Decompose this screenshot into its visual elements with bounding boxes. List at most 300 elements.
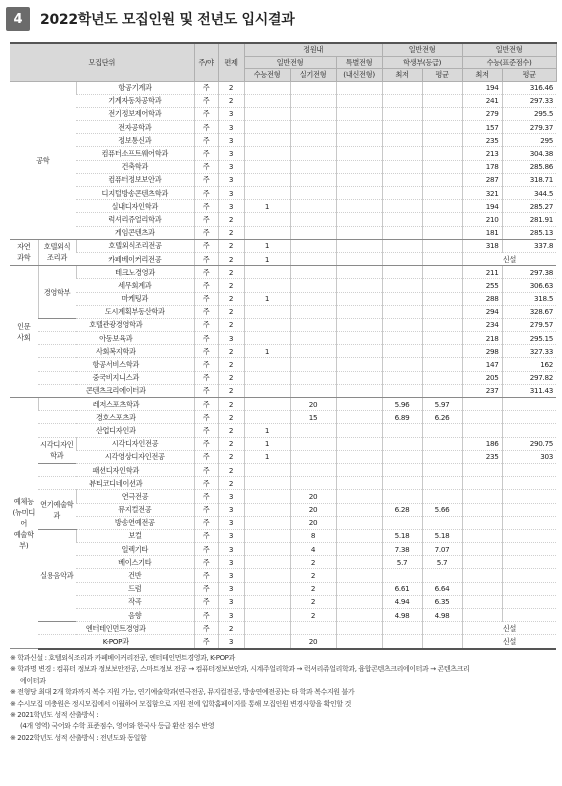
naesin-count: [336, 635, 382, 649]
grade-avg: [422, 279, 462, 292]
practical-count: 8: [290, 529, 336, 542]
header-special: 특별전형: [336, 56, 382, 69]
header-grade-min: 최저: [382, 69, 422, 82]
practical-count: [290, 107, 336, 120]
group-label: [38, 529, 76, 621]
dept-name: 중국비지니스과: [38, 371, 194, 384]
header-quota: 편제: [218, 43, 244, 81]
naesin-count: [336, 490, 382, 503]
day-night: 주: [194, 543, 218, 556]
grade-min: [382, 213, 422, 226]
dept-name: 럭셔리쥬얼리학과: [76, 213, 194, 226]
day-night: 주: [194, 81, 218, 94]
grade-min: 5.96: [382, 398, 422, 411]
suneung-count: 1: [244, 239, 290, 252]
practical-count: 4: [290, 543, 336, 556]
quota: 3: [218, 490, 244, 503]
day-night: 주: [194, 503, 218, 516]
table-row: [10, 503, 556, 516]
grade-min: [382, 345, 422, 358]
table-row: [10, 94, 556, 107]
table-row: [10, 516, 556, 529]
grade-avg: 6.35: [422, 595, 462, 608]
practical-count: [290, 424, 336, 437]
score-avg: [502, 463, 556, 476]
day-night: 주: [194, 411, 218, 424]
quota: 2: [218, 411, 244, 424]
day-night: 주: [194, 450, 218, 463]
practical-count: [290, 437, 336, 450]
dept-name: 테크노경영과: [76, 266, 194, 279]
day-night: 주: [194, 345, 218, 358]
day-night: 주: [194, 622, 218, 635]
score-min: 213: [462, 147, 502, 160]
score-avg: [502, 543, 556, 556]
table-row: [10, 358, 556, 371]
suneung-count: [244, 635, 290, 649]
practical-count: [290, 200, 336, 213]
quota: 3: [218, 107, 244, 120]
quota: 3: [218, 569, 244, 582]
suneung-count: [244, 318, 290, 331]
grade-min: 6.61: [382, 582, 422, 595]
suneung-count: [244, 490, 290, 503]
practical-count: 2: [290, 569, 336, 582]
grade-min: [382, 160, 422, 173]
score-avg: 162: [502, 358, 556, 371]
quota: 3: [218, 503, 244, 516]
dept-name: 드럼: [76, 582, 194, 595]
score-min: 186: [462, 437, 502, 450]
grade-min: [382, 279, 422, 292]
practical-count: 20: [290, 490, 336, 503]
quota: 2: [218, 94, 244, 107]
grade-min: 4.94: [382, 595, 422, 608]
suneung-count: [244, 266, 290, 279]
score-min: 288: [462, 292, 502, 305]
table-row: [10, 187, 556, 200]
suneung-count: [244, 107, 290, 120]
score-avg: [502, 569, 556, 582]
score-min: 235: [462, 134, 502, 147]
grade-min: [382, 437, 422, 450]
table-row: [10, 582, 556, 595]
suneung-count: [244, 529, 290, 542]
table-row: [10, 384, 556, 397]
grade-min: 6.28: [382, 503, 422, 516]
quota: 3: [218, 516, 244, 529]
suneung-count: [244, 94, 290, 107]
table-row: [10, 332, 556, 345]
dept-name: 베이스기타: [76, 556, 194, 569]
quota: 2: [218, 81, 244, 94]
practical-count: [290, 332, 336, 345]
quota: 2: [218, 437, 244, 450]
day-night: 주: [194, 463, 218, 476]
dept-name: 전기정보제어학과: [76, 107, 194, 120]
header-naesin: (내신전형): [336, 69, 382, 82]
dept-name: 레저스포츠학과: [38, 398, 194, 411]
grade-avg: 5.97: [422, 398, 462, 411]
score-min: 255: [462, 279, 502, 292]
grade-min: 6.89: [382, 411, 422, 424]
naesin-count: [336, 595, 382, 608]
quota: 2: [218, 318, 244, 331]
dept-name: 뮤지컬전공: [76, 503, 194, 516]
grade-min: 5.18: [382, 529, 422, 542]
quota: 3: [218, 200, 244, 213]
score-min: 234: [462, 318, 502, 331]
group-label-line: 인문: [17, 321, 31, 331]
practical-count: [290, 160, 336, 173]
score-avg: 304.38: [502, 147, 556, 160]
practical-count: 2: [290, 582, 336, 595]
header-practical: 실기전형: [290, 69, 336, 82]
day-night: 주: [194, 424, 218, 437]
day-night: 주: [194, 332, 218, 345]
naesin-count: [336, 503, 382, 516]
dept-name: 실내디자인학과: [76, 200, 194, 213]
quota: 2: [218, 450, 244, 463]
naesin-count: [336, 398, 382, 411]
score-avg: 297.82: [502, 371, 556, 384]
quota: 3: [218, 187, 244, 200]
grade-min: [382, 450, 422, 463]
score-avg: 285.86: [502, 160, 556, 173]
suneung-count: [244, 516, 290, 529]
grade-min: [382, 292, 422, 305]
naesin-count: [336, 134, 382, 147]
suneung-count: [244, 609, 290, 622]
dept-name: 콘텐츠크리에이터과: [38, 384, 194, 397]
grade-min: [382, 266, 422, 279]
grade-avg: [422, 200, 462, 213]
grade-min: [382, 332, 422, 345]
suneung-count: [244, 279, 290, 292]
score-avg: [502, 411, 556, 424]
score-avg: [502, 582, 556, 595]
grade-min: [382, 107, 422, 120]
score-min: [462, 516, 502, 529]
group-label: [10, 398, 38, 649]
day-night: 주: [194, 595, 218, 608]
table-row: [10, 160, 556, 173]
practical-count: [290, 121, 336, 134]
grade-min: [382, 226, 422, 239]
score-min: [462, 424, 502, 437]
score-min: 194: [462, 200, 502, 213]
naesin-count: [336, 94, 382, 107]
header-jeongwonnae: 정원내: [244, 43, 382, 56]
table-row: [10, 239, 556, 252]
quota: 2: [218, 239, 244, 252]
quota: 3: [218, 332, 244, 345]
practical-count: [290, 358, 336, 371]
naesin-count: [336, 384, 382, 397]
grade-avg: 7.07: [422, 543, 462, 556]
grade-min: [382, 239, 422, 252]
score-avg: 297.33: [502, 94, 556, 107]
table-row: [10, 609, 556, 622]
day-night: 주: [194, 252, 218, 265]
practical-count: [290, 450, 336, 463]
naesin-count: [336, 424, 382, 437]
dept-name: 정보통신과: [76, 134, 194, 147]
naesin-count: [336, 187, 382, 200]
grade-avg: [422, 463, 462, 476]
dept-name: 패션디자인학과: [38, 463, 194, 476]
practical-count: 20: [290, 516, 336, 529]
table-row: [10, 595, 556, 608]
table-row: [10, 529, 556, 542]
score-min: [462, 411, 502, 424]
day-night: 주: [194, 107, 218, 120]
naesin-count: [336, 450, 382, 463]
suneung-count: 1: [244, 200, 290, 213]
day-night: 주: [194, 94, 218, 107]
suneung-count: 1: [244, 345, 290, 358]
grade-avg: [422, 384, 462, 397]
dept-name: 뷰티코디네이션과: [38, 477, 194, 490]
practical-count: [290, 213, 336, 226]
grade-min: [382, 187, 422, 200]
note-line: ※ 전형당 최대 2개 학과까지 복수 지원 가능, 연기예술학과(연극전공, 뮤지컬전공, 방송연예전공)는 타 학과 복수지원 불가: [10, 688, 355, 697]
practical-count: [290, 81, 336, 94]
practical-count: 2: [290, 609, 336, 622]
grade-min: [382, 463, 422, 476]
grade-avg: [422, 358, 462, 371]
table-row: [10, 477, 556, 490]
table-row: [10, 490, 556, 503]
grade-avg: [422, 160, 462, 173]
day-night: 주: [194, 371, 218, 384]
suneung-count: 1: [244, 424, 290, 437]
score-avg: 318.71: [502, 173, 556, 186]
day-night: 주: [194, 556, 218, 569]
score-min: 298: [462, 345, 502, 358]
naesin-count: [336, 318, 382, 331]
dept-name: 호텔관광경영학과: [38, 318, 194, 331]
suneung-count: 1: [244, 450, 290, 463]
grade-min: [382, 147, 422, 160]
score-min: 194: [462, 81, 502, 94]
dept-name: 전자공학과: [76, 121, 194, 134]
suneung-count: [244, 187, 290, 200]
dept-name: 일렉기타: [76, 543, 194, 556]
group-label-line: 자연: [17, 242, 31, 252]
practical-count: [290, 345, 336, 358]
dept-name: 음향: [76, 609, 194, 622]
naesin-count: [336, 226, 382, 239]
practical-count: [290, 134, 336, 147]
grade-avg: [422, 569, 462, 582]
suneung-count: [244, 173, 290, 186]
group-label: [38, 490, 76, 530]
grade-min: [382, 371, 422, 384]
score-min: 218: [462, 332, 502, 345]
practical-count: [290, 94, 336, 107]
grade-min: [382, 516, 422, 529]
score-avg: 311.43: [502, 384, 556, 397]
score-avg: 295.15: [502, 332, 556, 345]
dept-name: 엔터테인먼트경영과: [38, 622, 194, 635]
naesin-count: [336, 147, 382, 160]
score-min: 294: [462, 305, 502, 318]
suneung-count: [244, 477, 290, 490]
naesin-count: [336, 477, 382, 490]
quota: 2: [218, 384, 244, 397]
day-night: 주: [194, 305, 218, 318]
table-row: [10, 543, 556, 556]
day-night: 주: [194, 147, 218, 160]
grade-avg: [422, 371, 462, 384]
grade-avg: [422, 622, 462, 635]
table-row: [10, 450, 556, 463]
grade-min: 7.38: [382, 543, 422, 556]
suneung-count: [244, 463, 290, 476]
grade-min: [382, 635, 422, 649]
note-line: ※ 수시모집 미충원은 정시모집에서 이월하여 모집함으로 지원 전에 입학홈페이지를 통해 모집인원 변경사항을 확인할 것: [10, 699, 351, 708]
table-row: [10, 556, 556, 569]
day-night: 주: [194, 200, 218, 213]
table-row: [10, 107, 556, 120]
note-line: ※ 학과명 변경 : 컴퓨터 정보과 정보보안전공, 스마트정보 전공 → 컴퓨터정보보안과, 시계주얼리학과 → 럭셔리쥬얼리학과, 융합콘텐츠크리에이터과 → 콘텐츠크리: [10, 665, 470, 674]
quota: 3: [218, 147, 244, 160]
score-avg: 316.46: [502, 81, 556, 94]
suneung-count: [244, 543, 290, 556]
score-avg: [502, 595, 556, 608]
table-row: [10, 569, 556, 582]
suneung-count: 1: [244, 437, 290, 450]
quota: 2: [218, 622, 244, 635]
group-label-line: 시각디자인학과: [40, 440, 74, 461]
grade-avg: 6.26: [422, 411, 462, 424]
dept-name: 컴퓨터정보보안과: [76, 173, 194, 186]
naesin-count: [336, 252, 382, 265]
table-row: [10, 200, 556, 213]
score-min: [462, 529, 502, 542]
grade-min: [382, 121, 422, 134]
score-min: 181: [462, 226, 502, 239]
score-avg: [502, 490, 556, 503]
practical-count: [290, 252, 336, 265]
grade-avg: [422, 516, 462, 529]
day-night: 주: [194, 398, 218, 411]
group-label-line: 경영학부: [43, 287, 71, 297]
naesin-count: [336, 332, 382, 345]
score-avg: 344.5: [502, 187, 556, 200]
table-row: [10, 635, 556, 649]
suneung-count: [244, 371, 290, 384]
score-min: [462, 569, 502, 582]
naesin-count: [336, 292, 382, 305]
naesin-count: [336, 543, 382, 556]
naesin-count: [336, 569, 382, 582]
grade-avg: 6.64: [422, 582, 462, 595]
score-avg: 328.67: [502, 305, 556, 318]
score-min: 241: [462, 94, 502, 107]
practical-count: [290, 239, 336, 252]
practical-count: [290, 477, 336, 490]
header-suneung: 수능전형: [244, 69, 290, 82]
score-min: 205: [462, 371, 502, 384]
dept-name: 컴퓨터소프트웨어학과: [76, 147, 194, 160]
score-avg: 337.8: [502, 239, 556, 252]
naesin-count: [336, 173, 382, 186]
grade-avg: [422, 121, 462, 134]
naesin-count: [336, 107, 382, 120]
naesin-count: [336, 358, 382, 371]
quota: 2: [218, 398, 244, 411]
table-row: [10, 622, 556, 635]
day-night: 주: [194, 239, 218, 252]
score-avg: 295.5: [502, 107, 556, 120]
grade-min: 4.98: [382, 609, 422, 622]
score-min: 178: [462, 160, 502, 173]
day-night: 주: [194, 582, 218, 595]
day-night: 주: [194, 516, 218, 529]
naesin-count: [336, 371, 382, 384]
quota: 3: [218, 635, 244, 649]
grade-avg: [422, 345, 462, 358]
score-avg: [502, 503, 556, 516]
score-avg: 290.75: [502, 437, 556, 450]
grade-min: [382, 81, 422, 94]
score-min: [462, 543, 502, 556]
grade-min: [382, 490, 422, 503]
suneung-count: [244, 305, 290, 318]
practical-count: [290, 384, 336, 397]
quota: 2: [218, 279, 244, 292]
practical-count: [290, 371, 336, 384]
dept-name: 작곡: [76, 595, 194, 608]
score-avg: 327.33: [502, 345, 556, 358]
score-avg: 279.57: [502, 318, 556, 331]
score-min: 211: [462, 266, 502, 279]
dept-name: 기계자동차공학과: [76, 94, 194, 107]
score-min: [462, 609, 502, 622]
naesin-count: [336, 305, 382, 318]
practical-count: 15: [290, 411, 336, 424]
quota: 2: [218, 345, 244, 358]
table-body: [10, 81, 556, 649]
score-avg: 318.5: [502, 292, 556, 305]
grade-avg: [422, 173, 462, 186]
grade-min: [382, 358, 422, 371]
practical-count: [290, 305, 336, 318]
section-header: [6, 6, 294, 32]
day-night: 주: [194, 187, 218, 200]
naesin-count: [336, 609, 382, 622]
note-line: 에이터과: [20, 676, 46, 685]
naesin-count: [336, 411, 382, 424]
day-night: 주: [194, 279, 218, 292]
table-row: [10, 398, 556, 411]
score-avg: 279.37: [502, 121, 556, 134]
grade-min: [382, 94, 422, 107]
grade-avg: [422, 252, 462, 265]
new-dept-label: 신설: [462, 635, 556, 649]
naesin-count: [336, 239, 382, 252]
dept-name: 시각디자인전공: [76, 437, 194, 450]
dept-name: 마케팅과: [76, 292, 194, 305]
quota: 2: [218, 292, 244, 305]
dept-name: K-POP과: [38, 635, 194, 649]
score-min: 237: [462, 384, 502, 397]
practical-count: [290, 187, 336, 200]
day-night: 주: [194, 569, 218, 582]
header-general-c: 일반전형: [244, 56, 336, 69]
